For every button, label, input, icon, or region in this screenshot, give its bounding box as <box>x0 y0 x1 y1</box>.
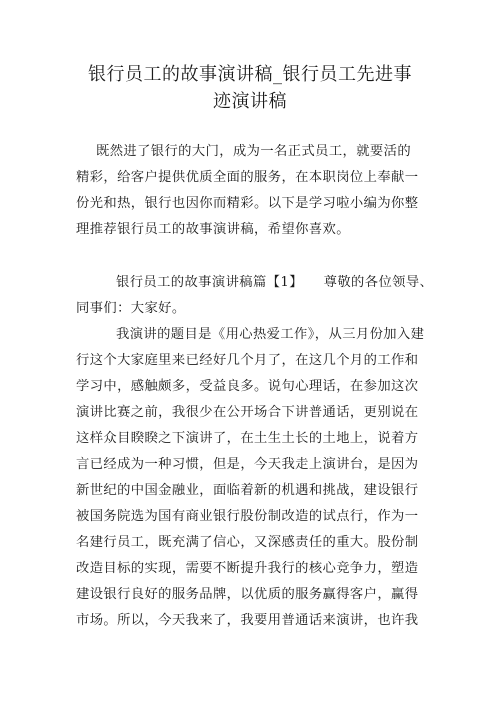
intro-line-2: 精彩，给客户提供优质全面的服务，在本职岗位上奉献一 <box>76 170 419 185</box>
body-line-10: 改造目标的实现，需要不断提升我行的核心竞争力，塑造 <box>76 561 419 576</box>
section-heading-line-1: 银行员工的故事演讲稿篇【1】 尊敬的各位领导、 <box>116 275 434 290</box>
body-line-3: 学习中，感触颇多，受益良多。说句心理话，在参加这次 <box>76 379 419 394</box>
body-line-2: 行这个大家庭里来已经好几个月了，在这几个月的工作和 <box>76 353 419 368</box>
body-line-1: 我演讲的题目是《用心热爱工作》，从三月份加入建 <box>116 327 425 342</box>
body-line-4: 演讲比赛之前，我很少在公开场合下讲普通话，更别说在 <box>76 405 419 420</box>
intro-line-1: 既然进了银行的大门，成为一名正式员工，就要活的 <box>96 144 412 159</box>
body-line-8: 被国务院选为国有商业银行股份制改造的试点行，作为一 <box>76 509 419 524</box>
body-line-5: 这样众目睽睽之下演讲了，在土生土长的土地上，说着方 <box>76 431 419 446</box>
intro-line-4: 理推荐银行员工的故事演讲稿，希望你喜欢。 <box>76 222 350 237</box>
intro-line-3: 份光和热，银行也因你而精彩。以下是学习啦小编为你整 <box>76 196 419 211</box>
body-line-6: 言已经成为一种习惯，但是，今天我走上演讲台，是因为 <box>76 457 419 472</box>
body-line-12: 市场。所以，今天我来了，我要用普通话来演讲，也许我 <box>76 613 419 628</box>
body-line-9: 名建行员工，既充满了信心，又深感责任的重大。股份制 <box>76 535 419 550</box>
body-line-7: 新世纪的中国金融业，面临着新的机遇和挑战，建设银行 <box>76 483 419 498</box>
body-line-11: 建设银行良好的服务品牌，以优质的服务赢得客户，赢得 <box>76 587 419 602</box>
document-title-line-2: 迹演讲稿 <box>213 91 287 112</box>
document-title-line-1: 银行员工的故事演讲稿_银行员工先进事 <box>88 64 412 85</box>
section-heading-line-2: 同事们：大家好。 <box>76 301 186 316</box>
